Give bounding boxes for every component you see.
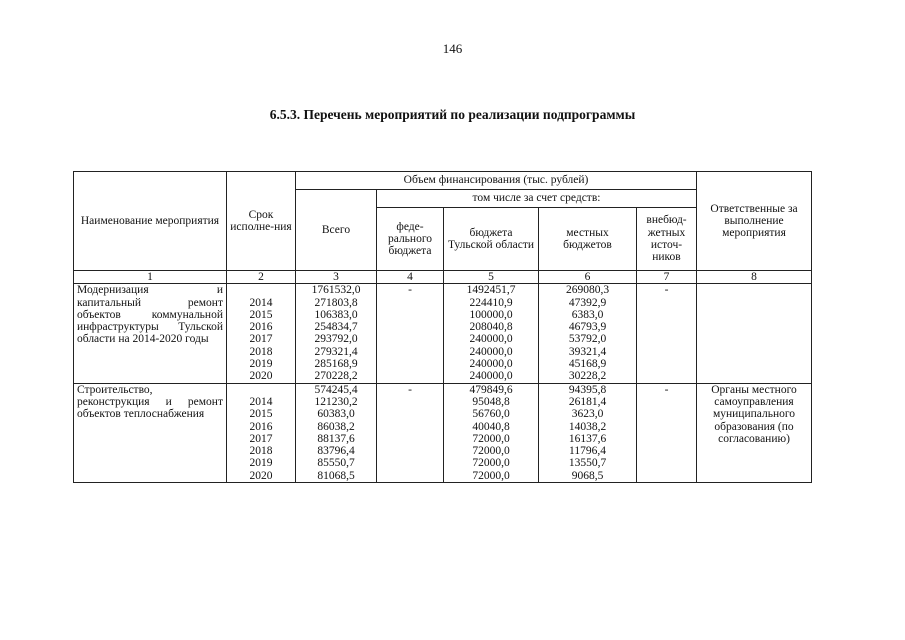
local-cell-value: 269080,3 bbox=[565, 284, 610, 297]
header-federal: феде-рального бюджета bbox=[377, 208, 444, 271]
column-number: 2 bbox=[227, 271, 296, 284]
extra-cell: - bbox=[637, 284, 697, 383]
year-cell-value: 2015 bbox=[249, 408, 273, 421]
year-cell-value: 2017 bbox=[249, 333, 273, 346]
total-cell-value: 60383,0 bbox=[317, 408, 355, 421]
column-number-row bbox=[74, 271, 812, 284]
year-cell-value: 2017 bbox=[249, 432, 273, 445]
local-cell-value: 9068,5 bbox=[571, 469, 604, 482]
responsible-cell: Органы местного самоуправления муниципального образования (по согласованию) bbox=[697, 383, 812, 482]
total-cell-value: 271803,8 bbox=[314, 296, 358, 309]
regional-cell-value: 72000,0 bbox=[472, 445, 510, 458]
regional-cell-value: 95048,8 bbox=[472, 395, 510, 408]
total-cell-value: 106383,0 bbox=[314, 308, 358, 321]
year-cell-value: 2018 bbox=[249, 345, 273, 358]
header-including: том числе за счет средств: bbox=[377, 190, 697, 208]
local-cell-value: 13550,7 bbox=[568, 457, 607, 470]
total-cell-value: 574245,4 bbox=[314, 383, 358, 396]
header-regional: бюджета Тульской области bbox=[444, 208, 539, 271]
total-cell-value: 86038,2 bbox=[317, 420, 355, 433]
local-cell-value: 14038,2 bbox=[568, 420, 607, 433]
total-cell-value: 83796,4 bbox=[317, 445, 355, 458]
header-responsible: Ответственные за выполнение мероприятия bbox=[697, 172, 812, 271]
total-cell bbox=[296, 284, 377, 383]
regional-cell-value: 56760,0 bbox=[472, 408, 510, 421]
year-cell-value bbox=[230, 384, 292, 396]
year-cell-value bbox=[230, 284, 292, 296]
regional-cell-value: 40040,8 bbox=[472, 420, 510, 433]
year-cell-value: 2014 bbox=[249, 296, 273, 309]
year-cell bbox=[227, 284, 296, 383]
local-cell-value: 47392,9 bbox=[568, 296, 607, 309]
year-cell-value: 2014 bbox=[249, 395, 273, 408]
total-cell-value: 254834,7 bbox=[314, 321, 358, 334]
regional-cell bbox=[444, 383, 539, 482]
local-cell-value: 26181,4 bbox=[568, 395, 607, 408]
column-number: 4 bbox=[377, 271, 444, 284]
measure-name: Строительство, реконструкция и ремонт объектов теплоснабжения bbox=[74, 383, 227, 482]
total-cell-value: 85550,7 bbox=[317, 457, 355, 470]
regional-cell-value: 72000,0 bbox=[472, 457, 510, 470]
total-cell-value: 1761532,0 bbox=[311, 284, 361, 297]
regional-cell-value: 208040,8 bbox=[469, 321, 513, 334]
year-cell bbox=[227, 383, 296, 482]
header-total: Всего bbox=[296, 190, 377, 271]
table-row bbox=[74, 284, 812, 383]
header-extra: внебюд-жетных источ-ников bbox=[637, 208, 697, 271]
regional-cell-value: 1492451,7 bbox=[466, 284, 516, 297]
regional-cell-value: 72000,0 bbox=[472, 432, 510, 445]
column-number: 3 bbox=[296, 271, 377, 284]
regional-cell-value: 240000,0 bbox=[469, 333, 513, 346]
total-cell-value: 88137,6 bbox=[317, 432, 355, 445]
total-cell-value: 81068,5 bbox=[317, 469, 355, 482]
regional-cell-value: 240000,0 bbox=[469, 370, 513, 383]
regional-cell-value: 224410,9 bbox=[469, 296, 513, 309]
regional-cell bbox=[444, 284, 539, 383]
year-cell-value: 2019 bbox=[249, 457, 273, 470]
regional-cell-value: 72000,0 bbox=[472, 469, 510, 482]
page-number: 146 bbox=[442, 41, 463, 56]
table-row bbox=[74, 383, 812, 482]
total-cell-value: 279321,4 bbox=[314, 345, 358, 358]
column-number: 6 bbox=[539, 271, 637, 284]
local-cell bbox=[539, 383, 637, 482]
total-cell-value: 293792,0 bbox=[314, 333, 358, 346]
total-cell bbox=[296, 383, 377, 482]
total-cell-value: 270228,2 bbox=[314, 370, 358, 383]
header-local: местных бюджетов bbox=[539, 208, 637, 271]
column-number: 1 bbox=[74, 271, 227, 284]
measure-name: Модернизация и капитальный ремонт объектов коммунальной инфраструктуры Тульской области на 2014-2020 годы bbox=[74, 284, 227, 383]
total-cell-value: 285168,9 bbox=[314, 358, 358, 371]
extra-cell: - bbox=[637, 383, 697, 482]
measures-table bbox=[73, 171, 812, 483]
year-cell-value: 2019 bbox=[249, 358, 273, 371]
year-cell-value: 2020 bbox=[249, 469, 273, 482]
total-cell-value: 121230,2 bbox=[314, 395, 358, 408]
local-cell-value: 94395,8 bbox=[568, 383, 607, 396]
federal-cell: - bbox=[377, 284, 444, 383]
column-number: 7 bbox=[637, 271, 697, 284]
local-cell-value: 3623,0 bbox=[571, 408, 604, 421]
year-cell-value: 2015 bbox=[249, 308, 273, 321]
year-cell-value: 2016 bbox=[249, 420, 273, 433]
local-cell bbox=[539, 284, 637, 383]
regional-cell-value: 240000,0 bbox=[469, 358, 513, 371]
year-cell-value: 2016 bbox=[249, 321, 273, 334]
year-cell-value: 2020 bbox=[249, 370, 273, 383]
regional-cell-value: 479849,6 bbox=[469, 383, 513, 396]
local-cell-value: 16137,6 bbox=[568, 432, 607, 445]
regional-cell-value: 100000,0 bbox=[469, 308, 513, 321]
local-cell-value: 39321,4 bbox=[568, 345, 607, 358]
column-number: 5 bbox=[444, 271, 539, 284]
local-cell-value: 46793,9 bbox=[568, 321, 607, 334]
local-cell-value: 30228,2 bbox=[568, 370, 607, 383]
local-cell-value: 11796,4 bbox=[569, 445, 606, 458]
header-financing: Объем финансирования (тыс. рублей) bbox=[296, 172, 697, 190]
column-number: 8 bbox=[697, 271, 812, 284]
year-cell-value: 2018 bbox=[249, 445, 273, 458]
header-name: Наименование мероприятия bbox=[74, 172, 227, 271]
local-cell-value: 53792,0 bbox=[568, 333, 607, 346]
local-cell-value: 45168,9 bbox=[568, 358, 607, 371]
local-cell-value: 6383,0 bbox=[571, 308, 604, 321]
section-title: 6.5.3. Перечень мероприятий по реализации подпрограммы bbox=[269, 107, 636, 122]
federal-cell: - bbox=[377, 383, 444, 482]
responsible-cell bbox=[697, 284, 812, 383]
regional-cell-value: 240000,0 bbox=[469, 345, 513, 358]
header-term: Срок исполне-ния bbox=[227, 172, 296, 271]
